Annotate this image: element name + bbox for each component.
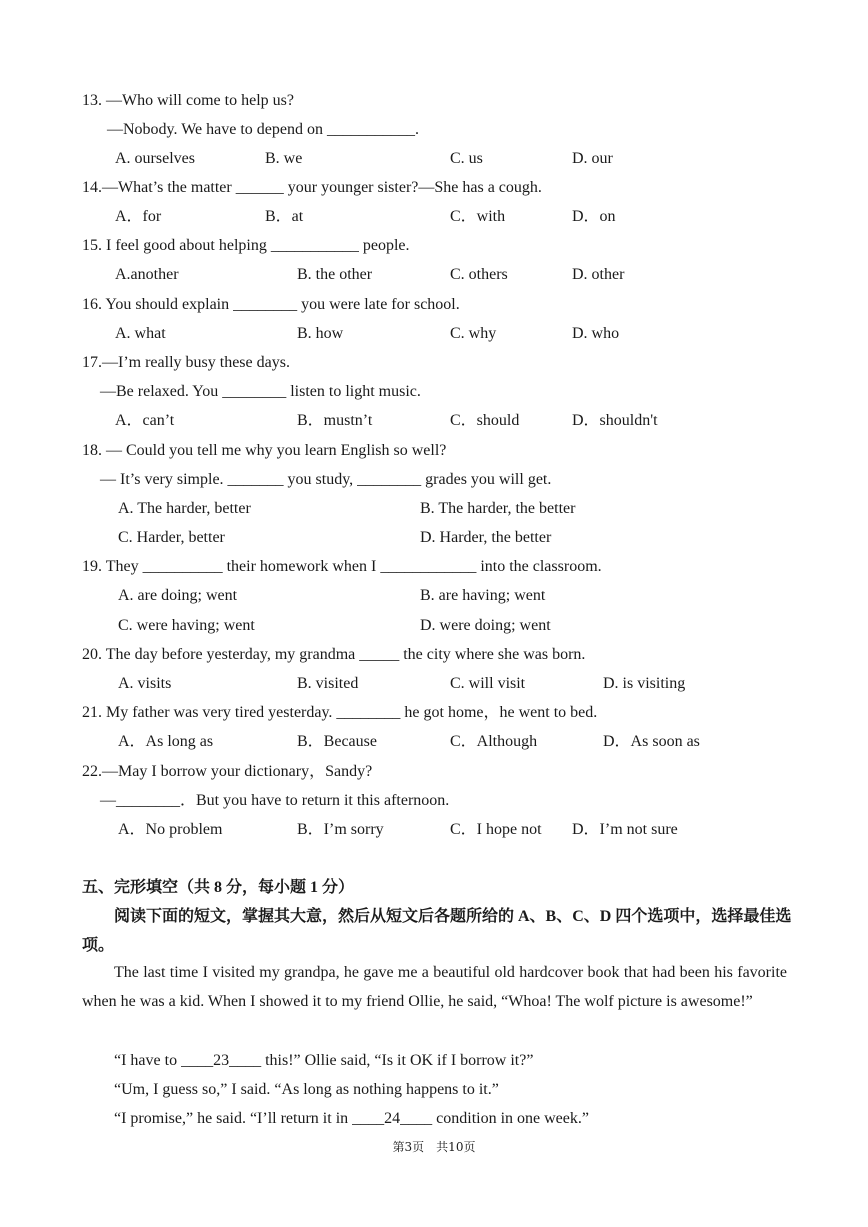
option-c[interactable]: C．I hope not (450, 821, 542, 838)
option-b[interactable]: B. visited (297, 675, 359, 692)
question-18-stem-2: — It’s very simple. _______ you study, ________ grades you will get. (100, 471, 552, 488)
option-d[interactable]: D. other (572, 266, 625, 283)
question-13-options (0, 144, 868, 173)
question-13-stem-2: —Nobody. We have to depend on ___________. (107, 121, 419, 138)
option-c[interactable]: C. why (450, 325, 497, 342)
question-19-stem: 19. They __________ their homework when I ____________ into the classroom. (82, 558, 602, 575)
question-14-options (0, 202, 868, 231)
passage-paragraph-4: “I promise,” he said. “I’ll return it in ____24____ condition in one week.” (114, 1110, 589, 1127)
question-21-options (0, 727, 868, 756)
option-a[interactable]: A. what (115, 325, 166, 342)
option-c[interactable]: C．should (450, 412, 520, 429)
option-c[interactable]: C. us (450, 150, 483, 167)
question-19-options-1 (0, 581, 868, 610)
passage-paragraph-1: The last time I visited my grandpa, he gave me a beautiful old hardcover book that had been his favorite when he was a kid. When I showed it to my friend Ollie, he said, “Whoa! The wolf picture is awesome!” (82, 964, 787, 1010)
section-title: 五、完形填空（共 8 分，每小题 1 分） (82, 879, 355, 896)
option-d[interactable]: D. is visiting (603, 675, 686, 692)
question-14-stem: 14.—What’s the matter ______ your younger sister?—She has a cough. (82, 179, 542, 196)
question-16-options (0, 319, 868, 348)
option-b[interactable]: B. the other (297, 266, 373, 283)
option-a[interactable]: A. The harder, better (118, 500, 251, 517)
option-a[interactable]: A．As long as (118, 733, 214, 750)
question-21-stem: 21. My father was very tired yesterday. ________ he got home，he went to bed. (82, 704, 598, 721)
option-d[interactable]: D. were doing; went (420, 617, 551, 634)
option-a[interactable]: A．No problem (118, 821, 223, 838)
section-instruction: 阅读下面的短文，掌握其大意，然后从短文后各题所给的 A、B、C、D 四个选项中，选择最佳选项。 (82, 908, 792, 954)
question-20-stem: 20. The day before yesterday, my grandma _____ the city where she was born. (82, 646, 586, 663)
option-a[interactable]: A. visits (118, 675, 172, 692)
option-b[interactable]: B．Because (297, 733, 377, 750)
option-c[interactable]: C. Harder, better (118, 529, 225, 546)
option-a[interactable]: A. ourselves (115, 150, 195, 167)
option-b[interactable]: B．at (265, 208, 304, 225)
option-d[interactable]: D．shouldn't (572, 412, 658, 429)
option-a[interactable]: A．can’t (115, 412, 175, 429)
question-17-stem-1: 17.—I’m really busy these days. (82, 354, 290, 371)
question-20-options (0, 669, 868, 698)
question-17-stem-2: —Be relaxed. You ________ listen to light music. (100, 383, 421, 400)
question-22-stem-1: 22.—May I borrow your dictionary，Sandy? (82, 763, 373, 780)
option-d[interactable]: D．As soon as (603, 733, 700, 750)
question-15-stem: 15. I feel good about helping ___________ people. (82, 237, 410, 254)
option-b[interactable]: B. are having; went (420, 587, 546, 604)
question-22-stem-2: —________．But you have to return it this afternoon. (100, 792, 450, 809)
option-b[interactable]: B．I’m sorry (297, 821, 384, 838)
page-footer: 第3页 共10页 (392, 1140, 476, 1154)
option-a[interactable]: A. are doing; went (118, 587, 238, 604)
question-22-options (0, 815, 868, 844)
question-13-stem-1: 13. —Who will come to help us? (82, 92, 294, 109)
option-a[interactable]: A.another (115, 266, 179, 283)
option-d[interactable]: D．on (572, 208, 616, 225)
option-c[interactable]: C. were having; went (118, 617, 255, 634)
option-b[interactable]: B．mustn’t (297, 412, 373, 429)
question-18-options-1 (0, 494, 868, 523)
passage-paragraph-3: “Um, I guess so,” I said. “As long as nothing happens to it.” (114, 1081, 499, 1098)
option-c[interactable]: C．with (450, 208, 506, 225)
option-b[interactable]: B. how (297, 325, 344, 342)
option-c[interactable]: C. will visit (450, 675, 526, 692)
question-18-options-2 (0, 523, 868, 552)
option-d[interactable]: D. who (572, 325, 620, 342)
option-d[interactable]: D. Harder, the better (420, 529, 552, 546)
passage-paragraph-2: “I have to ____23____ this!” Ollie said, “Is it OK if I borrow it?” (114, 1052, 534, 1069)
option-d[interactable]: D. our (572, 150, 613, 167)
question-16-stem: 16. You should explain ________ you were late for school. (82, 296, 460, 313)
question-18-stem-1: 18. — Could you tell me why you learn English so well? (82, 442, 447, 459)
question-19-options-2 (0, 611, 868, 640)
option-d[interactable]: D．I’m not sure (572, 821, 678, 838)
question-15-options (0, 260, 868, 289)
option-c[interactable]: C．Although (450, 733, 538, 750)
option-b[interactable]: B. we (265, 150, 303, 167)
question-17-options (0, 406, 868, 435)
option-c[interactable]: C. others (450, 266, 508, 283)
option-b[interactable]: B. The harder, the better (420, 500, 576, 517)
option-a[interactable]: A．for (115, 208, 162, 225)
